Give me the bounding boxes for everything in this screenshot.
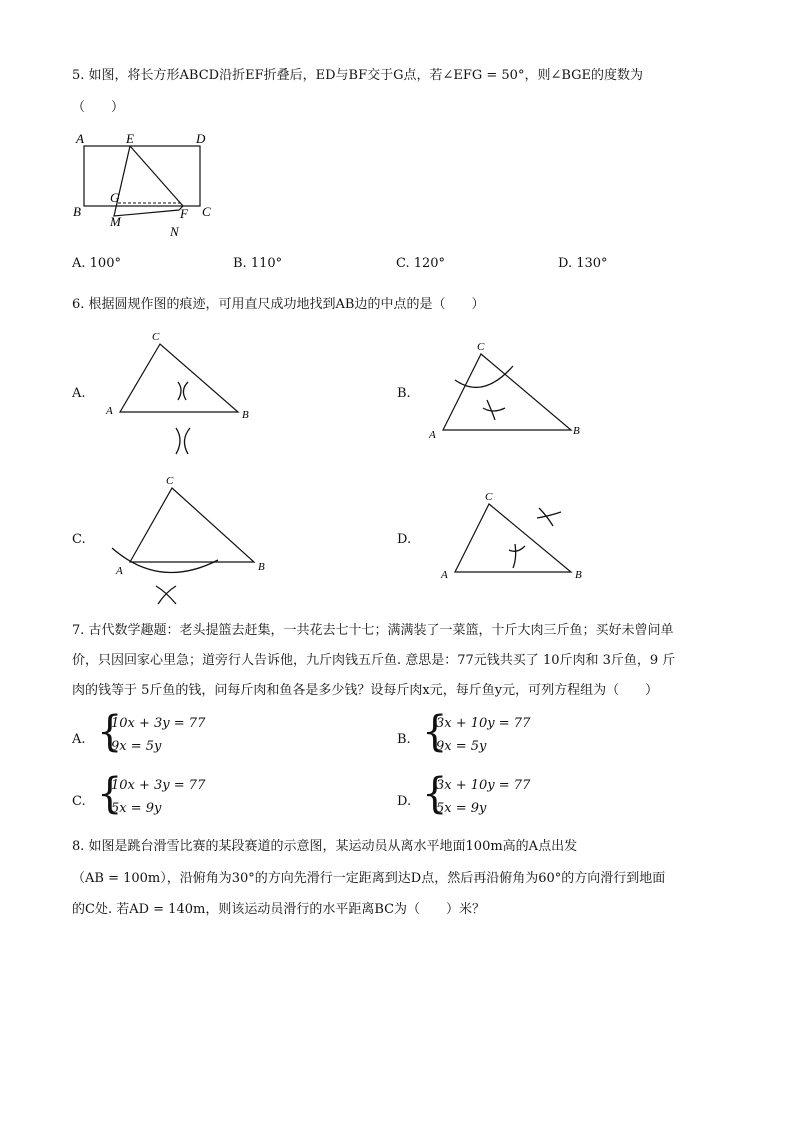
q6-option-d[interactable]: D.: [397, 532, 412, 547]
q6-figure-c: [100, 474, 275, 609]
svg-text:C: C: [477, 341, 485, 353]
q5-stem-line2: （ ）: [72, 100, 125, 115]
q6-option-c[interactable]: C.: [72, 532, 86, 547]
svg-text:C: C: [166, 475, 174, 487]
label-B: B: [73, 204, 81, 219]
svg-text:A: A: [106, 405, 113, 417]
q5-option-a[interactable]: A. 100°: [72, 256, 121, 271]
label-G: G: [110, 190, 120, 205]
q8-stem-line3: 的C处. 若AD = 140m，则该运动员滑行的水平距离BC为（ ）米？: [72, 902, 486, 917]
label-A: A: [76, 131, 84, 146]
q7-option-b-letter[interactable]: B.: [397, 732, 411, 747]
q7-option-c-eq1: 10x + 3y = 77: [111, 778, 206, 793]
label-F: F: [180, 206, 188, 221]
q5-option-d[interactable]: D. 130°: [558, 256, 608, 271]
label-E: E: [126, 131, 134, 146]
q5-figure: [70, 128, 230, 238]
q6-figure-d: [425, 488, 595, 583]
q5-stem-line1: 5. 如图，将长方形ABCD沿折EF折叠后，ED与BF交于G点，若∠EFG = 50°，则∠BGE的度数为: [72, 68, 644, 83]
q8-stem-line2: （AB = 100m），沿俯角为30°的方向先滑行一定距离到达D点，然后再沿俯角为60°的方向滑行到地面: [72, 871, 666, 886]
svg-text:A: A: [441, 569, 448, 581]
q7-option-a-eq2: 9x = 5y: [111, 739, 162, 754]
q6-option-a[interactable]: A.: [72, 386, 86, 401]
rectangle-abcd: [84, 146, 200, 206]
q7-stem-line3: 肉的钱等于 5斤鱼的钱，问每斤肉和鱼各是多少钱？设每斤肉x元，每斤鱼y元，可列方程组为（ ）: [72, 683, 659, 698]
label-C: C: [202, 204, 211, 219]
svg-text:A: A: [429, 429, 436, 441]
svg-text:C: C: [152, 331, 160, 343]
q7-option-a-letter[interactable]: A.: [72, 732, 86, 747]
q7-option-d-eq2: 5x = 9y: [436, 801, 487, 816]
q7-option-a-eq1: 10x + 3y = 77: [111, 716, 206, 731]
label-D: D: [196, 131, 206, 146]
q7-stem-line1: 7. 古代数学趣题：老头提篮去赶集，一共花去七十七；满满装了一菜篮，十斤大肉三斤鱼；买好未曾问单: [72, 623, 674, 638]
svg-text:B: B: [242, 409, 249, 421]
svg-text:A: A: [116, 565, 123, 577]
q7-option-b-eq1: 3x + 10y = 77: [436, 716, 531, 731]
q6-figure-b: [425, 338, 595, 443]
q8-stem-line1: 8. 如图是跳台滑雪比赛的某段赛道的示意图，某运动员从离水平地面100m高的A点出发: [72, 839, 578, 854]
svg-text:B: B: [258, 561, 265, 573]
q7-option-b-eq2: 9x = 5y: [436, 739, 487, 754]
q7-option-d-letter[interactable]: D.: [397, 794, 412, 809]
svg-text:C: C: [485, 491, 493, 503]
fold-line-ef: [130, 146, 183, 206]
q6-stem: 6. 根据圆规作图的痕迹，可用直尺成功地找到AB边的中点的是（ ）: [72, 297, 485, 312]
q6-option-b[interactable]: B.: [397, 386, 411, 401]
q5-option-c[interactable]: C. 120°: [396, 256, 446, 271]
q5-option-b[interactable]: B. 110°: [233, 256, 283, 271]
label-M: M: [110, 214, 121, 229]
q7-option-d-eq1: 3x + 10y = 77: [436, 778, 531, 793]
q7-option-c-eq2: 5x = 9y: [111, 801, 162, 816]
svg-text:B: B: [573, 425, 580, 437]
q7-option-c-letter[interactable]: C.: [72, 794, 86, 809]
q7-stem-line2: 价，只因回家心里急；道旁行人告诉他，九斤肉钱五斤鱼. 意思是：77元钱共买了 10斤肉和 3斤鱼，9 斤: [72, 653, 676, 668]
svg-text:B: B: [575, 569, 582, 581]
q6-figure-a: [100, 330, 260, 460]
label-N: N: [170, 224, 179, 238]
